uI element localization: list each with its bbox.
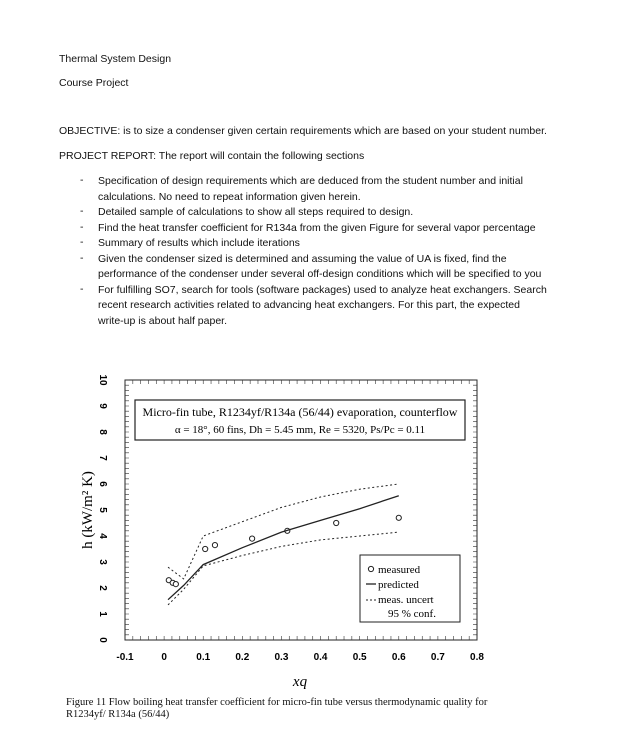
y-tick-label: 3 [97, 559, 108, 565]
x-tick-label: 0 [161, 652, 167, 663]
x-tick-label: 0.7 [430, 652, 445, 663]
y-tick-label: 2 [97, 585, 108, 591]
doc-subtitle: Course Project [59, 77, 129, 89]
x-axis-label: xq [292, 674, 308, 690]
y-tick-label: 10 [97, 374, 108, 386]
y-tick-label: 6 [97, 481, 108, 487]
section-item-6-line-3: write-up is about half paper. [98, 314, 227, 327]
measured-point [334, 520, 339, 525]
x-tick-label: 0.3 [274, 652, 289, 663]
section-item-6-line-2: recent research activities related to advancing heat exchangers. For this part, the expected [98, 299, 520, 311]
figure-caption [66, 697, 586, 721]
legend-predicted-label: predicted [378, 579, 419, 591]
legend-measured-marker [368, 566, 373, 571]
h-vs-quality-chart [0, 360, 622, 696]
section-item-6-line-1: For fulfilling SO7, search for tools (software packages) used to analyze heat exchangers. Search [98, 283, 547, 296]
x-tick-label: 0.8 [470, 652, 484, 663]
bullet-marker: - [80, 251, 84, 264]
report-intro: PROJECT REPORT: The report will contain the following sections [59, 150, 365, 162]
figure-caption-line-1: Figure 11 Flow boiling heat transfer coefficient for micro-fin tube versus thermodynamic quality for [66, 697, 488, 708]
section-item-1-line-2: calculations. No need to repeat information given herein. [98, 190, 361, 203]
section-item-4-line-1: Summary of results which include iterations [98, 237, 300, 249]
section-item-5-line-1: Given the condenser sized is determined and assuming the value of UA is fixed, find the [98, 252, 507, 265]
x-tick-label: 0.1 [196, 652, 211, 663]
y-axis-label: h (kW/m² K) [80, 471, 96, 549]
section-item-1-line-1: Specification of design requirements which are deduced from the student number and initial [98, 175, 523, 187]
objective-text: OBJECTIVE: is to size a condenser given certain requirements which are based on your student number. [59, 125, 547, 137]
bullet-marker: - [80, 205, 84, 217]
legend-measured-label: measured [378, 564, 421, 576]
chart-subtitle: α = 18°, 60 fins, Dh = 5.45 mm, Re = 5320, Ps/Pc = 0.11 [174, 424, 426, 436]
y-tick-label: 4 [97, 533, 108, 539]
legend-conf-label: 95 % conf. [388, 608, 436, 620]
x-tick-label: 0.2 [235, 652, 250, 663]
bullet-marker: - [80, 174, 84, 186]
section-item-5-line-2: performance of the condenser under several off-design conditions which will be specified to you [98, 268, 542, 280]
y-tick-label: 8 [97, 429, 108, 435]
bullet-marker: - [80, 220, 84, 233]
bullet-marker: - [80, 236, 84, 248]
y-tick-label: 1 [97, 611, 108, 617]
doc-title: Thermal System Design [59, 53, 172, 65]
x-tick-label: 0.5 [352, 652, 367, 663]
y-tick-label: 7 [97, 455, 108, 461]
y-tick-label: 9 [97, 403, 108, 409]
measured-point [203, 546, 208, 551]
measured-point [250, 536, 255, 541]
section-item-2-line-1: Detailed sample of calculations to show all steps required to design. [98, 206, 414, 218]
measured-point [212, 543, 217, 548]
chart-title: Micro-fin tube, R1234yf/R134a (56/44) evaporation, counterflow [142, 405, 458, 419]
figure-caption-line-2: R1234yf/ R134a (56/44) [66, 709, 170, 720]
bullet-marker: - [80, 282, 84, 295]
legend-uncert-label: meas. uncert [378, 594, 434, 606]
measured-point [396, 515, 401, 520]
x-tick-label: 0.4 [313, 652, 328, 663]
section-item-3-line-1: Find the heat transfer coefficient for R134a from the given Figure for several vapor percentage [98, 221, 536, 234]
x-tick-label: -0.1 [116, 652, 134, 663]
measured-point [173, 582, 178, 587]
y-tick-label: 5 [97, 507, 108, 513]
x-tick-label: 0.6 [391, 652, 406, 663]
y-tick-label: 0 [97, 637, 108, 643]
